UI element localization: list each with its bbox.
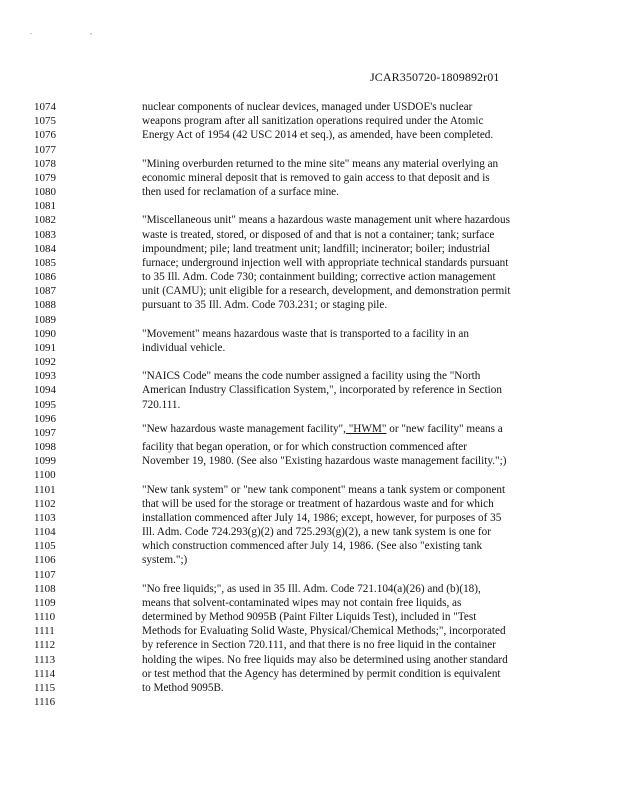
text-line: nuclear components of nuclear devices, managed under USDOE's nuclear: [142, 101, 473, 113]
text-line: individual vehicle.: [142, 342, 226, 354]
text-line: to Method 9095B.: [142, 682, 224, 694]
text-line: to 35 Ill. Adm. Code 730; containment building; corrective action management: [142, 271, 496, 283]
text-line: Methods for Evaluating Solid Waste, Physical/Chemical Methods;", incorporated: [142, 625, 506, 637]
line-number: 1113: [34, 654, 56, 666]
line-number: 1078: [34, 158, 56, 170]
line-number: 1093: [34, 370, 56, 382]
line-number: 1102: [34, 498, 56, 510]
line-number: 1086: [34, 271, 56, 283]
hwm-definition-end: or "new facility" means a: [386, 423, 503, 435]
line-number: 1079: [34, 172, 56, 184]
line-number: 1075: [34, 115, 56, 127]
line-number: 1111: [34, 625, 55, 637]
line-number: 1076: [34, 129, 56, 141]
text-line: then used for reclamation of a surface mine.: [142, 186, 339, 198]
text-line: furnace; underground injection well with appropriate technical standards pursuant: [142, 257, 509, 269]
line-number: 1112: [34, 639, 56, 651]
line-number: 1091: [34, 342, 56, 354]
line-number: 1116: [34, 696, 56, 708]
line-number: 1107: [34, 569, 56, 581]
line-number: 1095: [34, 399, 56, 411]
line-number: 1082: [34, 214, 56, 226]
text-line: holding the wipes. No free liquids may also be determined using another standard: [142, 654, 508, 666]
text-line: "New tank system" or "new tank component" means a tank system or component: [142, 484, 506, 496]
text-line: which construction commenced after July 14, 1986. (See also "existing tank: [142, 540, 483, 552]
line-number: 1087: [34, 285, 56, 297]
line-number: 1110: [34, 611, 56, 623]
document-id: JCAR350720-1809892r01: [370, 70, 500, 84]
scan-specks: . ,: [30, 27, 120, 36]
text-line: 720.111.: [142, 399, 181, 411]
line-number: 1109: [34, 597, 56, 609]
text-line-1097: [142, 422, 503, 436]
text-line: "Movement" means hazardous waste that is transported to a facility in an: [142, 328, 469, 340]
hwm-definition-start: "New hazardous waste management facility",: [142, 423, 346, 435]
hwm-underlined-insert: "HWM": [345, 423, 387, 435]
text-line: Energy Act of 1954 (42 USC 2014 et seq.), as amended, have been completed.: [142, 129, 494, 141]
text-line: installation commenced after July 14, 1986; except, however, for purposes of 35: [142, 512, 502, 524]
text-line: that will be used for the storage or treatment of hazardous waste and for which: [142, 498, 494, 510]
line-number: 1077: [34, 144, 56, 156]
line-number: 1084: [34, 243, 56, 255]
text-line: system.";): [142, 554, 188, 566]
text-line: means that solvent-contaminated wipes may not contain free liquids, as: [142, 597, 462, 609]
text-line: November 19, 1980. (See also "Existing hazardous waste management facility.";): [142, 455, 507, 467]
text-line: American Industry Classification System,", incorporated by reference in Section: [142, 384, 502, 396]
line-number: 1100: [34, 469, 56, 481]
line-number: 1094: [34, 384, 56, 396]
line-number: 1106: [34, 554, 56, 566]
line-number: 1074: [34, 101, 56, 113]
line-number: 1088: [34, 299, 56, 311]
text-line: Ill. Adm. Code 724.293(g)(2) and 725.293(g)(2), a new tank system is one for: [142, 526, 491, 538]
line-number: 1098: [34, 441, 56, 453]
line-number: 1081: [34, 200, 56, 212]
line-number: 1097: [34, 427, 56, 439]
line-number: 1115: [34, 682, 56, 694]
text-line: facility that began operation, or for which construction commenced after: [142, 441, 467, 453]
line-number: 1089: [34, 314, 56, 326]
line-number: 1083: [34, 229, 56, 241]
line-number: 1096: [34, 413, 56, 425]
line-number: 1092: [34, 356, 56, 368]
line-number: 1085: [34, 257, 56, 269]
text-line: pursuant to 35 Ill. Adm. Code 703.231; or staging pile.: [142, 299, 388, 311]
line-number: 1090: [34, 328, 56, 340]
text-line: determined by Method 9095B (Paint Filter Liquids Test), included in "Test: [142, 611, 477, 623]
line-number: 1080: [34, 186, 56, 198]
line-number: 1108: [34, 583, 56, 595]
text-line: or test method that the Agency has determined by permit condition is equivalent: [142, 668, 501, 680]
line-number: 1114: [34, 668, 56, 680]
line-number: 1103: [34, 512, 56, 524]
line-number: 1099: [34, 455, 56, 467]
text-line: "No free liquids;", as used in 35 Ill. Adm. Code 721.104(a)(26) and (b)(18),: [142, 583, 481, 595]
line-number: 1104: [34, 526, 56, 538]
text-line: economic mineral deposit that is removed to gain access to that deposit and is: [142, 172, 490, 184]
line-number: 1101: [34, 484, 56, 496]
text-line: "Miscellaneous unit" means a hazardous waste management unit where hazardous: [142, 214, 510, 226]
text-line: by reference in Section 720.111, and that there is no free liquid in the container: [142, 639, 496, 651]
text-line: waste is treated, stored, or disposed of and that is not a container; tank; surface: [142, 229, 495, 241]
text-line: weapons program after all sanitization operations required under the Atomic: [142, 115, 484, 127]
text-line: "NAICS Code" means the code number assigned a facility using the "North: [142, 370, 481, 382]
line-number: 1105: [34, 540, 56, 552]
text-line: unit (CAMU); unit eligible for a research, development, and demonstration permit: [142, 285, 511, 297]
text-line: "Mining overburden returned to the mine site" means any material overlying an: [142, 158, 499, 170]
text-line: impoundment; pile; land treatment unit; landfill; incinerator; boiler; industrial: [142, 243, 490, 255]
